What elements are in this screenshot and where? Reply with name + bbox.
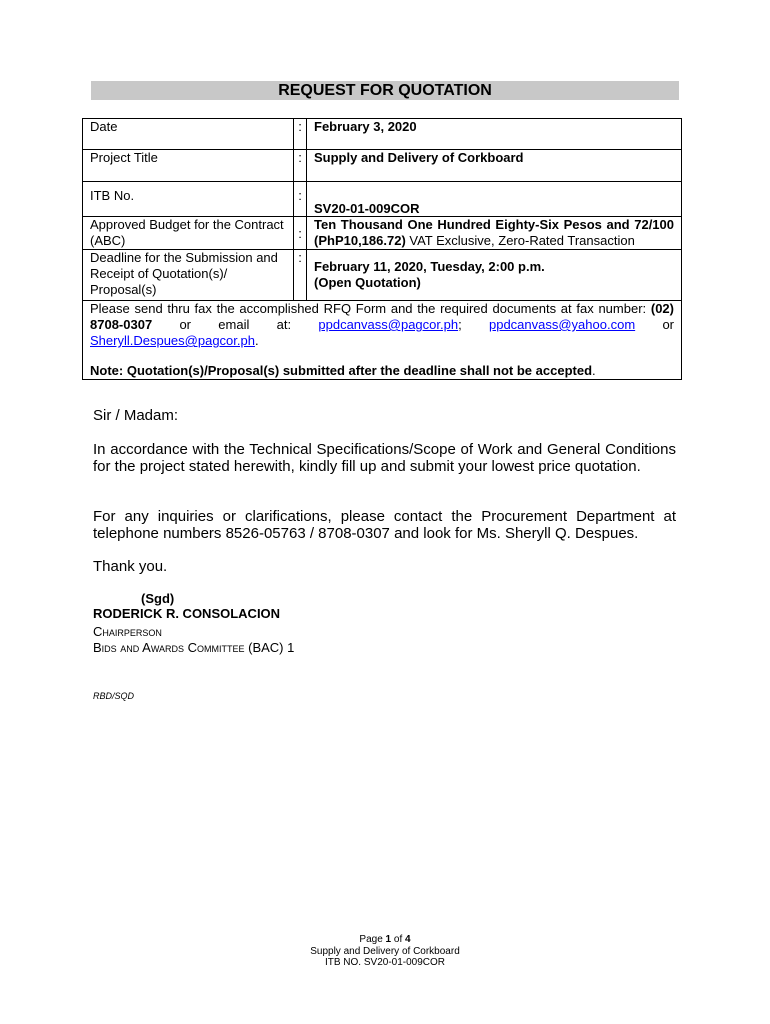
page-label: Page: [359, 934, 386, 945]
signatory-committee: Bids and Awards Committee (BAC) 1: [93, 640, 295, 655]
colon: :: [294, 150, 307, 182]
deadline-value: [307, 250, 682, 301]
letter-paragraph-1: In accordance with the Technical Specifications/Scope of Work and General Conditions for the project stated herewith, kindly fill up and submit your lowest price quotation.: [93, 441, 676, 475]
email-link-yahoo[interactable]: ppdcanvass@yahoo.com: [488, 317, 636, 332]
signatory-name: RODERICK R. CONSOLACION: [93, 606, 281, 621]
deadline-date: February 11, 2020, Tuesday, 2:00 p.m.: [314, 259, 545, 274]
colon: :: [294, 217, 307, 250]
deadline-label: Deadline for the Submission and Receipt of Quotation(s)/ Proposal(s): [83, 250, 294, 301]
rfq-details-table: [82, 118, 682, 380]
page-number: [0, 934, 770, 946]
itb-value: SV20-01-009COR: [307, 182, 682, 217]
separator: ;: [458, 317, 489, 332]
page-total: 4: [405, 934, 411, 945]
table-row: [83, 182, 682, 217]
instructions-cell: [83, 301, 682, 380]
instructions-text: .: [254, 333, 259, 348]
project-title-value: Supply and Delivery of Corkboard: [307, 150, 682, 182]
project-title-label: Project Title: [83, 150, 294, 182]
table-row: [83, 217, 682, 250]
signatory-position: Chairperson: [93, 624, 162, 639]
page-of: of: [391, 934, 406, 945]
email-link-sheryll[interactable]: Sheryll.Despues@pagcor.ph: [90, 333, 255, 348]
colon: :: [294, 182, 307, 217]
table-row: [83, 250, 682, 301]
abc-value: [307, 217, 682, 250]
reference-initials: RBD/SQD: [93, 691, 135, 701]
deadline-type: (Open Quotation): [314, 275, 421, 290]
instructions-text: Please send thru fax the accomplished RFQ Form and the required documents at fax number:: [90, 301, 651, 316]
colon: :: [294, 250, 307, 301]
abc-vat-note: VAT Exclusive, Zero-Rated Transaction: [405, 233, 635, 248]
note-end: .: [592, 363, 596, 378]
page-current: 1: [385, 934, 392, 945]
instructions-text: or email at:: [152, 317, 319, 332]
footer-project: Supply and Delivery of Corkboard: [310, 946, 460, 957]
table-row: [83, 119, 682, 150]
abc-label: Approved Budget for the Contract (ABC): [83, 217, 294, 250]
table-row: [83, 301, 682, 380]
instructions-text: or: [635, 317, 674, 332]
note-text: Note: Quotation(s)/Proposal(s) submitted after the deadline shall not be accepted: [90, 363, 593, 378]
document-title: REQUEST FOR QUOTATION: [91, 81, 679, 100]
table-row: [83, 150, 682, 182]
date-label: Date: [83, 119, 294, 150]
footer-itb: ITB NO. SV20-01-009COR: [324, 957, 446, 968]
itb-label: ITB No.: [83, 182, 294, 217]
salutation: Sir / Madam:: [93, 407, 179, 424]
signed-mark: (Sgd): [141, 591, 175, 606]
abc-amount: Ten Thousand One Hundred Eighty-Six Pesos and 72/100 (PhP10,186.72): [314, 217, 674, 248]
fax-number: (02) 8708-0307: [90, 301, 674, 332]
letter-paragraph-2: For any inquiries or clarifications, please contact the Procurement Department at telephone numbers 8526-05763 / 8708-0307 and look for Ms. Sheryll Q. Despues.: [93, 508, 676, 542]
deadline-note: [90, 363, 674, 379]
thank-you: Thank you.: [93, 558, 168, 575]
email-link-pagcor[interactable]: ppdcanvass@pagcor.ph: [318, 317, 459, 332]
colon: :: [294, 119, 307, 150]
date-value: February 3, 2020: [307, 119, 682, 150]
